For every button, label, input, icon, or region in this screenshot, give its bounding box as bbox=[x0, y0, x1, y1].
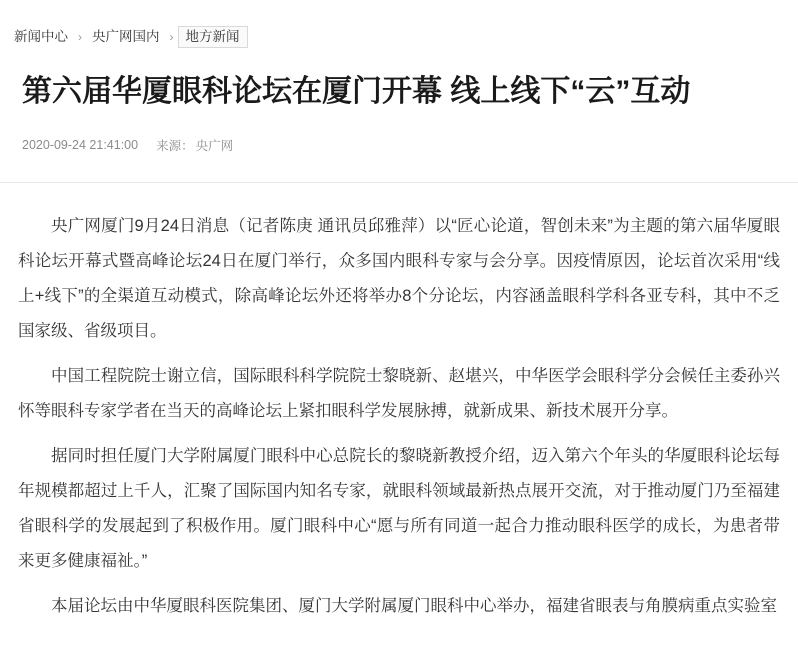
breadcrumb-item-local-news[interactable]: 地方新闻 bbox=[178, 26, 248, 48]
page-title: 第六届华厦眼科论坛在厦门开幕 线上线下“云”互动 bbox=[22, 75, 691, 108]
header-divider bbox=[0, 182, 798, 183]
breadcrumb-separator-icon: › bbox=[78, 30, 82, 44]
source-name[interactable]: 央广网 bbox=[195, 139, 234, 153]
article-body bbox=[18, 209, 780, 624]
article-paragraph: 据同时担任厦门大学附属厦门眼科中心总院长的黎晓新教授介绍，迈入第六个年头的华厦眼科论坛每年规模都超过上千人，汇聚了国际国内知名专家，就眼科领域最新热点展开交流，对于推动厦门乃至福建省眼科学的发展起到了积极作用。厦门眼科中心“愿与所有同道一起合力推动眼科医学的成长，为患者带来更多健康福祉。” bbox=[18, 447, 780, 570]
breadcrumb bbox=[0, 0, 798, 48]
publish-timestamp: 2020-09-24 21:41:00 bbox=[22, 138, 139, 152]
breadcrumb-item-news-center[interactable]: 新闻中心 bbox=[14, 29, 68, 44]
article-paragraph: 本届论坛由中华厦眼科医院集团、厦门大学附属厦门眼科中心举办，福建省眼表与角膜病重点实验室 bbox=[51, 597, 777, 615]
breadcrumb-separator-icon: › bbox=[169, 30, 174, 44]
source-label: 来源： bbox=[156, 139, 194, 153]
article-meta bbox=[22, 136, 776, 154]
article-paragraph: 中国工程院院士谢立信，国际眼科科学院院士黎晓新、赵堪兴，中华医学会眼科学分会候任主委孙兴怀等眼科专家学者在当天的高峰论坛上紧扣眼科学发展脉搏，就新成果、新技术展开分享。 bbox=[18, 367, 780, 420]
breadcrumb-item-cnr-domestic[interactable]: 央广网国内 bbox=[92, 29, 160, 44]
article-paragraph: 央广网厦门9月24日消息（记者陈庚 通讯员邱雅萍）以“匠心论道，智创未来”为主题的第六届华厦眼科论坛开幕式暨高峰论坛24日在厦门举行，众多国内眼科专家与会分享。因疫情原因，论坛首次采用“线上+线下”的全渠道互动模式，除高峰论坛外还将举办8个分论坛，内容涵盖眼科学科各亚专科，其中不乏国家级、省级项目。 bbox=[18, 217, 780, 340]
